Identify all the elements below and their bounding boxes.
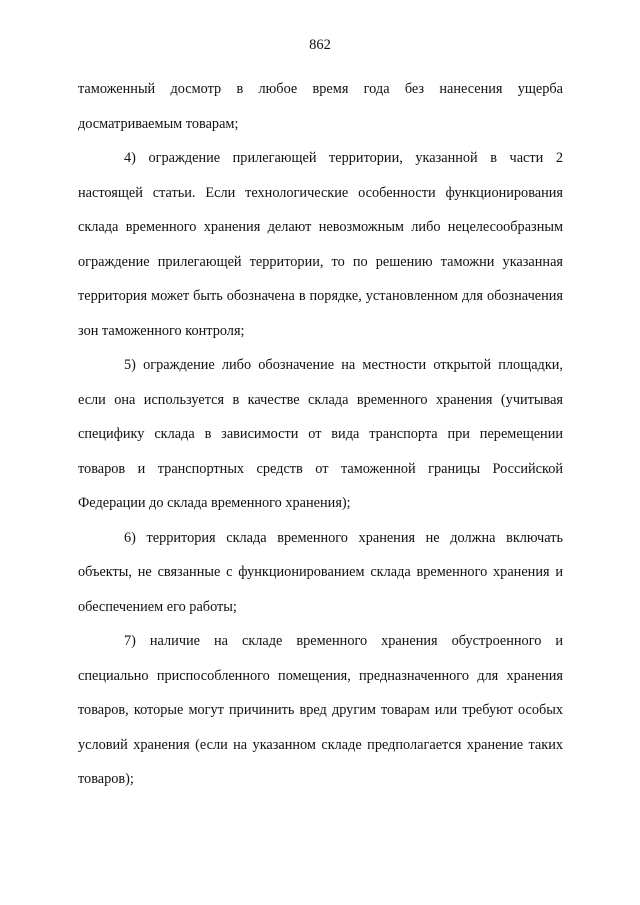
paragraph-continuation: таможенный досмотр в любое время года без нанесения ущерба досматриваемым товарам; xyxy=(78,81,563,132)
document-body xyxy=(78,72,563,797)
paragraph-item-5: 5) ограждение либо обозначение на местности открытой площадки, если она используется в качестве склада временного хранения (учитывая специфику склада в зависимости от вида транспорта при перемещении товаров и транспортных средств от таможенной границы Российской Федерации до склада временного хранения); xyxy=(78,357,563,511)
page-number: 862 xyxy=(309,37,331,53)
paragraph-item-4: 4) ограждение прилегающей территории, указанной в части 2 настоящей статьи. Если технологические особенности функционирования склада временного хранения делают невозможным либо нецелесообразным ограждение прилегающей территории, то по решению таможни указанная территория может быть обозначена в порядке, установленном для обозначения зон таможенного контроля; xyxy=(78,150,563,339)
paragraph-item-6: 6) территория склада временного хранения не должна включать объекты, не связанные с функционированием склада временного хранения и обеспечением его работы; xyxy=(78,529,563,615)
paragraph-item-7: 7) наличие на складе временного хранения обустроенного и специально приспособленного помещения, предназначенного для хранения товаров, которые могут причинить вред другим товарам или требуют особых условий хранения (если на указанном складе предполагается хранение таких товаров); xyxy=(78,633,563,787)
